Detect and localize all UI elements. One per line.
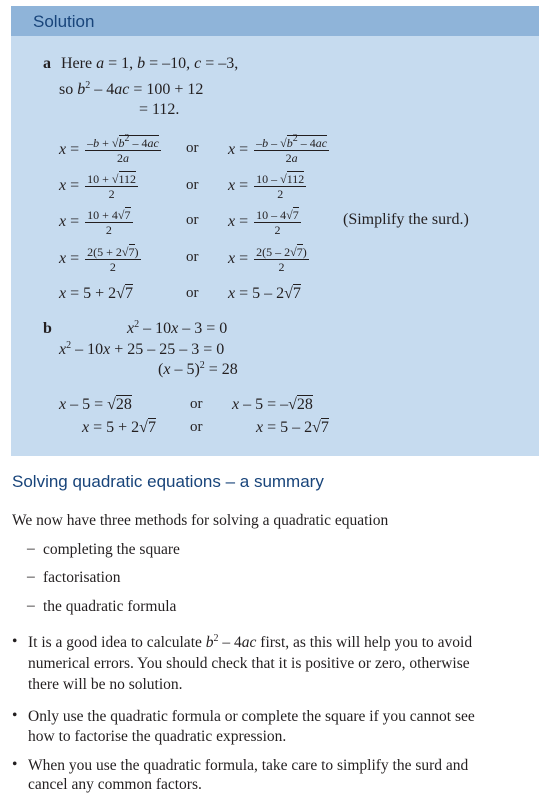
- bullet-1-line-2: numerical errors. You should check that it is positive or zero, otherwise: [28, 655, 470, 672]
- row5-right: x = 5 – 2√7: [228, 285, 301, 302]
- row3-left: x = $\frac{10 + 4√7}{2}$: [59, 208, 131, 237]
- bullet-1-line-1: It is a good idea to calculate $b^2 - 4ac$ first, as this will help you to avoid: [28, 633, 473, 651]
- bullet-2-line-2: how to factorise the quadratic expression.: [28, 728, 287, 745]
- row2-left: x = $\frac{10 + √112}{2}$: [59, 172, 137, 201]
- solution-title: Solution: [33, 12, 95, 31]
- row1-left: x = $\frac{-b + √b^2 - 4ac}{2a}$: [59, 133, 159, 165]
- row4-right: x = $\frac{2(5 - 2√7)}{2}$: [228, 245, 307, 274]
- bullet-2-line-1: Only use the quadratic formula or complete the square if you cannot see: [28, 708, 475, 725]
- part-a-discriminant-result: = 112.: [139, 101, 180, 118]
- bullet-3-line-1: When you use the quadratic formula, take care to simplify the surd and: [28, 757, 469, 774]
- method-2: factorisation: [43, 569, 121, 586]
- summary-heading: Solving quadratic equations – a summary: [12, 472, 324, 491]
- method-3: the quadratic formula: [43, 598, 177, 615]
- or-3: or: [186, 212, 199, 228]
- bullet-3: •: [12, 756, 18, 773]
- part-b-line4-left: x – 5 = √28: [59, 396, 132, 413]
- part-a-given: a Here a = 1, b = –10, c = –3,: [43, 55, 239, 72]
- or-2: or: [186, 177, 199, 193]
- part-b-label: b: [43, 320, 52, 337]
- row3-right: x = $\frac{10 - 4√7}{2}$: [228, 208, 299, 237]
- or-b-2: or: [190, 419, 203, 435]
- bullet-1: •: [12, 633, 18, 650]
- part-a-label: a: [43, 55, 51, 72]
- bullet-2: •: [12, 707, 18, 724]
- summary-intro: We now have three methods for solving a quadratic equation: [12, 512, 389, 529]
- row2-right: x = $\frac{10 - √112}{2}$: [228, 172, 305, 201]
- part-b-line3: (x – 5)$^2$ = 28: [158, 360, 238, 378]
- simplify-note: (Simplify the surd.): [343, 211, 469, 228]
- part-a-discriminant: so $b^2 - 4ac = 100 + 12$: [59, 80, 204, 98]
- part-b-line5-right: x = 5 – 2√7: [256, 419, 329, 436]
- or-1: or: [186, 140, 199, 156]
- method-dash-1: –: [27, 540, 35, 557]
- part-b-line5-left: x = 5 + 2√7: [82, 419, 156, 436]
- part-b-line2: $x^2 - 10x + 25 - 25 - 3 = 0$: [59, 340, 225, 358]
- or-4: or: [186, 249, 199, 265]
- part-b-line1: $x^2 - 10x - 3 = 0$: [127, 319, 228, 337]
- bullet-3-line-2: cancel any common factors.: [28, 776, 202, 793]
- bullet-1-line-3: there will be no solution.: [28, 676, 183, 693]
- solution-header: [11, 6, 539, 36]
- part-b-line4-right: x – 5 = –√28: [232, 396, 313, 413]
- method-1: completing the square: [43, 541, 180, 558]
- method-dash-2: –: [27, 568, 35, 585]
- or-b-1: or: [190, 396, 203, 412]
- row1-right: x = $\frac{-b - √b^2 - 4ac}{2a}$: [228, 133, 328, 165]
- row5-left: x = 5 + 2√7: [59, 285, 133, 302]
- or-5: or: [186, 285, 199, 301]
- row4-left: x = $\frac{2(5 + 2√7)}{2}$: [59, 245, 139, 274]
- method-dash-3: –: [27, 597, 35, 614]
